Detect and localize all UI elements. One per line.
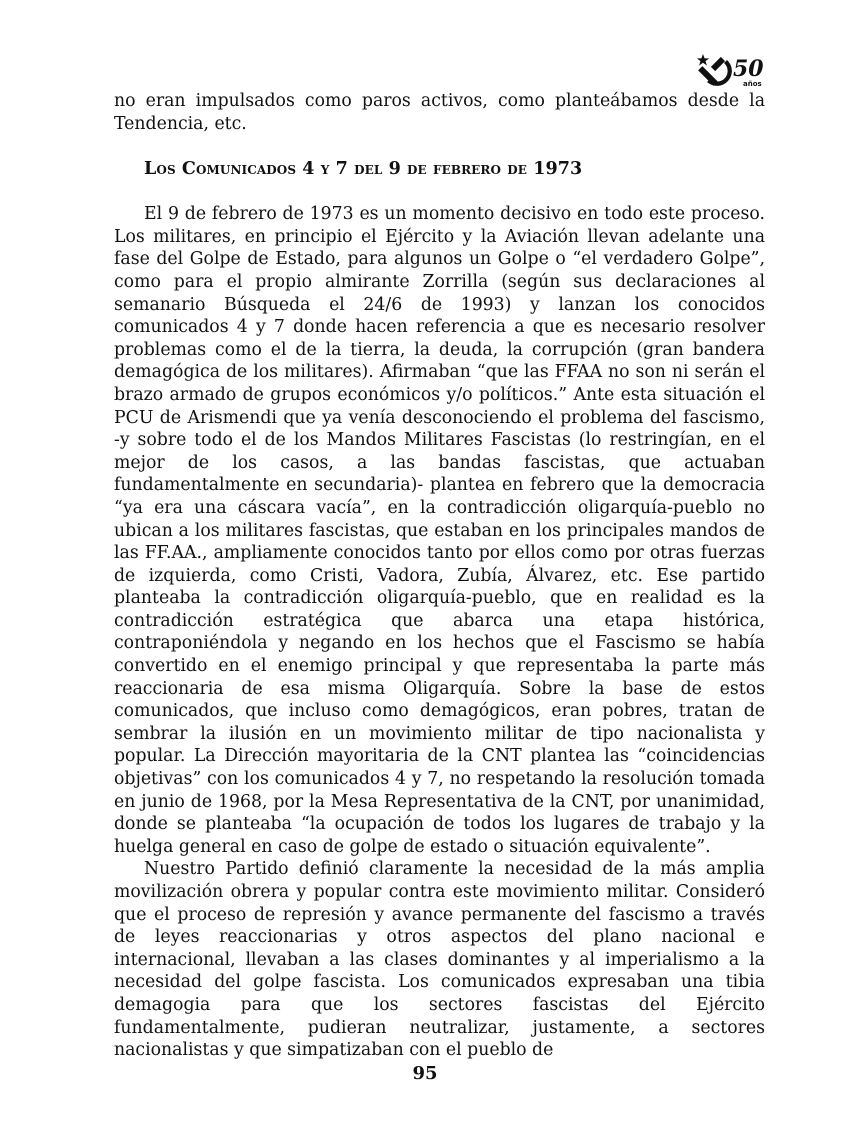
page-body: [114, 90, 765, 1062]
page-number: 95: [412, 1063, 438, 1084]
section-heading: Los Comunicados 4 y 7 del 9 de febrero de 1973: [144, 159, 583, 180]
hammer-sickle-star-icon: [697, 54, 732, 86]
paragraph-continued: no eran impulsados como paros activos, como planteábamos desde la Tendencia, etc.: [114, 91, 765, 134]
logo-subtext: años: [743, 80, 762, 88]
logo-number: 50: [733, 56, 764, 82]
paragraph: El 9 de febrero de 1973 es un momento decisivo en todo este proceso. Los militares, en principio el Ejército y la Aviación llevan adelante una fase del Golpe de Estado, para algunos un Golpe o “el verdadero Golpe”, como para el propio almirante Zorrilla (según sus declaraciones al semanario Búsqueda el 24/6 de 1993) y lanzan los conocidos comunicados 4 y 7 donde hacen referencia a que es necesario resolver problemas como el de la tierra, la deuda, la corrupción (gran bandera demagógica de los militares). Afirmaban “que las FFAA no son ni serán el brazo armado de grupos económicos y/o políticos.” Ante esta situación el PCU de Arismendi que ya venía desconociendo el problema del fascismo, -y sobre todo el de los Mandos Militares Fascistas (lo restringían, en el mejor de los casos, a las bandas fascistas, que actuaban fundamentalmente en secundaria)- plantea en febrero que la democracia “ya era una cáscara vacía”, en la contradicción oligarquía-pueblo no ubican a los militares fascistas, que estaban en los principales mandos de las FF.AA., ampliamente conocidos tanto por ellos como por otras fuerzas de izquierda, como Cristi, Vadora, Zubía, Álvarez, etc. Ese partido planteaba la contradicción oligarquía-pueblo, que en realidad es la contradicción estratégica que abarca una etapa histórica, contraponiéndola y negando en los hechos que el Fascismo se había convertido en el enemigo principal y que representaba la parte más reaccionaria de esa misma Oligarquía. Sobre la base de estos comunicados, que incluso como demagógicos, eran pobres, tratan de sembrar la ilusión en un movimiento militar de tipo nacionalista y popular. La Dirección mayoritaria de la CNT plantea las “coincidencias objetivas” con los comunicados 4 y 7, no respetando la resolución tomada en junio de 1968, por la Mesa Representativa de la CNT, por unanimidad, donde se planteaba “la ocupación de todos los lugares de trabajo y la huelga general en caso de golpe de estado o situación equivalente”.: [114, 204, 765, 857]
paragraph: Nuestro Partido definió claramente la necesidad de la más amplia movilización obrera y popular contra este movimiento militar. Consideró que el proceso de represión y avance permanente del fascismo a través de leyes reaccionarias y otros aspectos del plano nacional e internacional, llevaban a las clases dominantes y al imperialismo a la necesidad del golpe fascista. Los comunicados expresaban una tibia demagogia para que los sectores fascistas del Ejército fundamentalmente, pudieran neutralizar, justamente, a sectores nacionalistas y que simpatizaban con el pueblo de: [114, 859, 765, 1061]
party-50-years-logo: [697, 52, 769, 92]
